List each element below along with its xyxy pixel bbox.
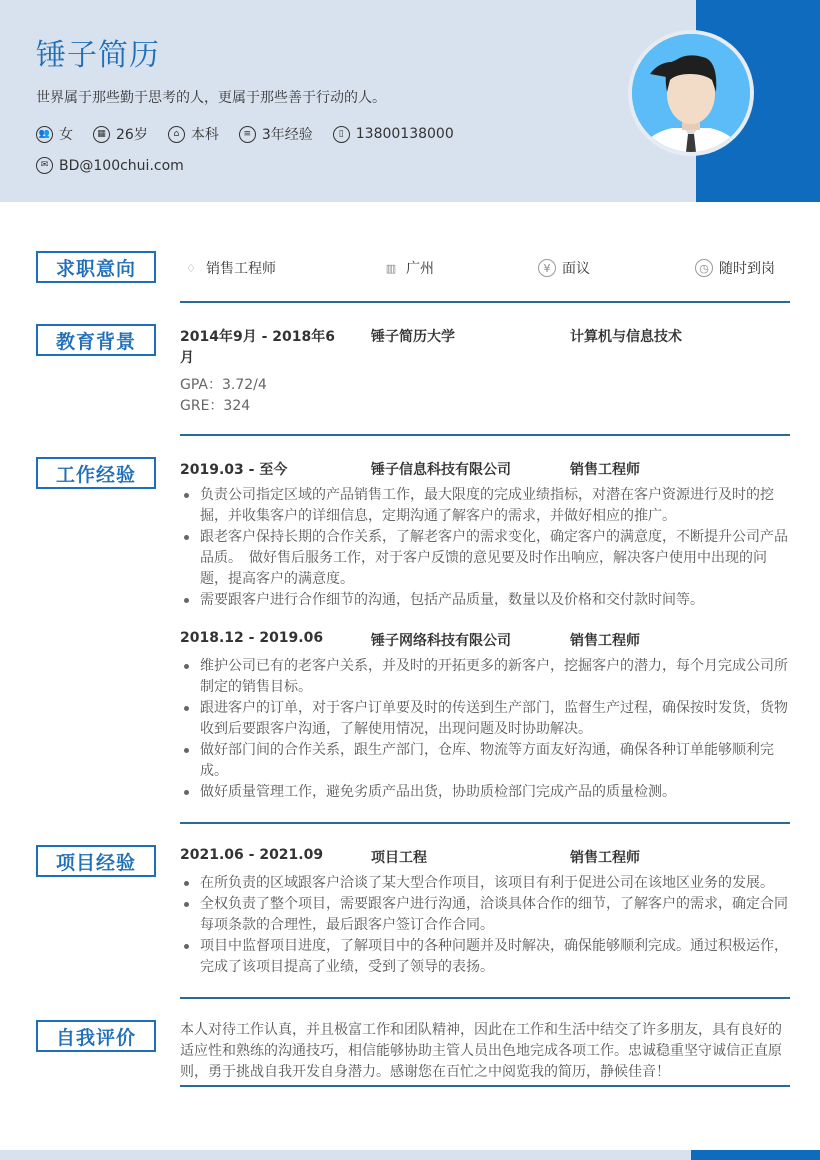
list-item: 跟老客户保持长期的合作关系，了解老客户的需求变化，确定客户的满意度，不断提升公司产品品质。 做好售后服务工作，对于客户反馈的意见要及时作出响应，解决客户使用中出现的问题，提高客户的满意度。 (180, 527, 790, 590)
education-date-cont: 月 (180, 350, 194, 366)
footer-accent-block (691, 1150, 820, 1160)
section-title-project: 项目经验 (36, 845, 156, 877)
info-gender-value: 女 (59, 127, 73, 143)
job-header (180, 630, 790, 650)
yen-icon: ¥ (538, 259, 556, 277)
education-date: 2014年9月 - 2018年6 (180, 329, 335, 345)
project-date: 2021.06 - 2021.09 (180, 847, 324, 863)
section-title-intent: 求职意向 (36, 251, 156, 283)
phone-icon: ▯ (333, 126, 350, 143)
avatar-illustration (632, 34, 750, 152)
info-gender (36, 124, 73, 144)
divider (180, 1085, 790, 1087)
job-date: 2019.03 - 至今 (180, 462, 288, 478)
intent-city-value: 广州 (406, 261, 434, 277)
info-phone-value: 13800138000 (355, 126, 454, 142)
intent-availability-value: 随时到岗 (719, 261, 775, 277)
education-major: 计算机与信息技术 (570, 329, 682, 345)
list-item: 做好质量管理工作，避免劣质产品出货，协助质检部门完成产品的质量检测。 (180, 782, 790, 803)
list-item: 项目中监督项目进度，了解项目中的各种问题并及时解决，确保能够顺利完成。通过积极运作，完成了该项目提高了业绩，受到了领导的表扬。 (180, 936, 790, 978)
email-icon: ✉ (36, 157, 53, 174)
job-role: 销售工程师 (570, 633, 640, 649)
education-gre: GRE：324 (180, 398, 251, 414)
info-experience (239, 124, 313, 144)
resume-name: 锤子简历 (36, 38, 160, 73)
email-row (36, 157, 204, 174)
intent-availability (695, 258, 775, 278)
job-role: 销售工程师 (570, 462, 640, 478)
job-company: 锤子网络科技有限公司 (371, 633, 511, 649)
intent-position (182, 258, 276, 278)
list-item: 维护公司已有的老客户关系，并及时的开拓更多的新客户，挖掘客户的潜力，每个月完成公司所制定的销售目标。 (180, 656, 790, 698)
list-item: 跟进客户的订单，对于客户订单要及时的传送到生产部门，监督生产过程，确保按时发货，货物收到后要跟客户沟通，了解使用情况，出现问题及时协助解决。 (180, 698, 790, 740)
project-header (180, 847, 790, 867)
info-age (93, 124, 148, 144)
personal-info-row (36, 124, 474, 144)
intent-salary-value: 面议 (562, 261, 590, 277)
section-title-work: 工作经验 (36, 457, 156, 489)
self-evaluation-text: 本人对待工作认真，并且极富工作和团队精神，因此在工作和生活中结交了许多朋友，具有良好的适应性和熟练的沟通技巧，相信能够协助主管人员出色地完成各项工作。忠诚稳重坚守诚信正直原则，勇于挑战自我开发自身潜力。感谢您在百忙之中阅览我的简历，静候佳音！ (180, 1022, 782, 1080)
document-icon: ≡ (239, 126, 256, 143)
education-header (180, 326, 790, 368)
clock-icon: ◷ (695, 259, 713, 277)
info-email (36, 157, 184, 174)
job-duties-list (180, 656, 790, 803)
job-header (180, 459, 790, 479)
list-item: 做好部门间的合作关系，跟生产部门，仓库、物流等方面友好沟通，确保各种订单能够顺利完成。 (180, 740, 790, 782)
building-icon: ▥ (385, 261, 397, 275)
list-item: 需要跟客户进行合作细节的沟通，包括产品质量，数量以及价格和交付款时间等。 (180, 590, 790, 611)
project-role: 销售工程师 (570, 850, 640, 866)
tie-icon: ♢ (186, 261, 196, 275)
info-experience-value: 3年经验 (261, 127, 313, 143)
info-age-value: 26岁 (116, 127, 148, 143)
calendar-icon: ▦ (93, 126, 110, 143)
person-avatar-icon (632, 34, 750, 152)
job-duties-list (180, 485, 790, 611)
section-title-education: 教育背景 (36, 324, 156, 356)
info-email-value: BD@100chui.com (59, 157, 184, 174)
motto: 世界属于那些勤于思考的人，更属于那些善于行动的人。 (36, 90, 386, 106)
education-gpa: GPA：3.72/4 (180, 377, 267, 393)
project-name: 项目工程 (371, 850, 427, 866)
intent-position-value: 销售工程师 (206, 261, 276, 277)
intent-salary (538, 258, 590, 278)
avatar (628, 30, 754, 156)
info-phone (333, 126, 454, 143)
job-company: 锤子信息科技有限公司 (371, 462, 511, 478)
list-item: 负责公司指定区域的产品销售工作，最大限度的完成业绩指标，对潜在客户资源进行及时的挖掘，并收集客户的详细信息，定期沟通了解客户的需求，并做好相应的推广。 (180, 485, 790, 527)
education-school: 锤子简历大学 (371, 329, 455, 345)
project-duties-list (180, 873, 790, 978)
divider (180, 301, 790, 303)
info-education (168, 124, 219, 144)
divider (180, 434, 790, 436)
gender-icon: 👥 (36, 126, 53, 143)
job-date: 2018.12 - 2019.06 (180, 630, 324, 646)
section-title-self: 自我评价 (36, 1020, 156, 1052)
divider (180, 997, 790, 999)
list-item: 全权负责了整个项目，需要跟客户进行沟通，洽谈具体合作的细节，了解客户的需求，确定合同每项条款的合理性，最后跟客户签订合作合同。 (180, 894, 790, 936)
intent-city (382, 258, 434, 278)
info-education-value: 本科 (190, 127, 219, 143)
list-item: 在所负责的区域跟客户洽谈了某大型合作项目，该项目有利于促进公司在该地区业务的发展。 (180, 873, 790, 894)
graduation-cap-icon: ⌂ (168, 126, 185, 143)
divider (180, 822, 790, 824)
